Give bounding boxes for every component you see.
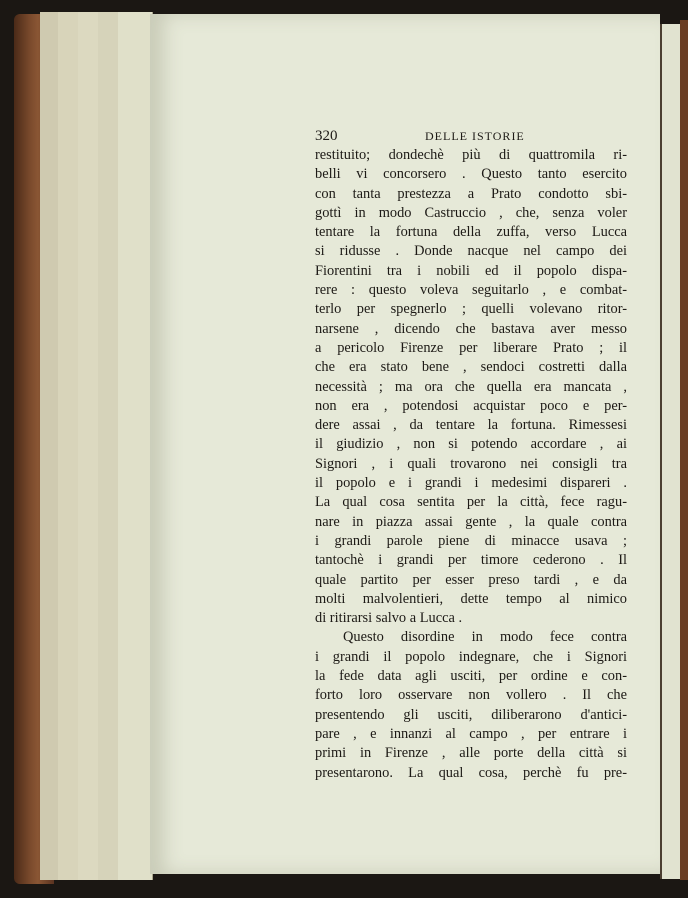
text-line: rere : questo voleva seguitarlo , e combat- bbox=[315, 282, 627, 299]
text-line: gottì in modo Castruccio , che, senza voler bbox=[315, 204, 627, 221]
back-cover-edge bbox=[680, 20, 688, 880]
text-line: di ritirarsi salvo a Lucca . bbox=[315, 610, 463, 627]
text-line: necessità ; ma ora che quella era mancata , bbox=[315, 378, 627, 395]
text-line: nare in piazza assai gente , la quale contra bbox=[315, 513, 627, 530]
text-line: narsene , dicendo che bastava aver messo bbox=[315, 320, 627, 337]
text-line: i grandi il popolo indegnare, che i Signori bbox=[315, 648, 627, 665]
text-line: restituito; dondechè più di quattromila ri- bbox=[315, 147, 627, 163]
text-line: terlo per spegnerlo ; quelli volevano ritor- bbox=[315, 301, 627, 318]
page-text bbox=[315, 126, 627, 783]
text-line: La qual cosa sentita per la città, fece ragu- bbox=[315, 494, 627, 511]
running-header bbox=[315, 126, 627, 146]
text-lines bbox=[315, 146, 627, 783]
text-line: il popolo e i grandi i medesimi dispareri . bbox=[315, 475, 627, 492]
text-line: a pericolo Firenze per liberare Prato ; il bbox=[315, 339, 627, 356]
page-edges bbox=[118, 12, 153, 880]
text-line: il giudizio , non si potendo accordare , ai bbox=[315, 436, 627, 453]
text-line: si ridusse . Donde nacque nel campo dei bbox=[315, 243, 627, 260]
text-line: tantochè i grandi per timore cederono . Il bbox=[315, 552, 627, 569]
text-line: dere assai , da tentare la fortuna. Rimessesi bbox=[315, 417, 627, 434]
text-line: con tanta prestezza a Prato condotto sbi- bbox=[315, 185, 627, 202]
text-line: molti malvolentieri, dette tempo al nimico bbox=[315, 590, 627, 607]
text-line: pare , e innanzi al campo , per entrare i bbox=[315, 725, 627, 742]
text-line: i grandi parole piene di minacce usava ; bbox=[315, 532, 627, 549]
text-line: Signori , i quali trovarono nei consigli tra bbox=[315, 455, 627, 472]
text-line: primi in Firenze , alle porte della città si bbox=[315, 745, 627, 762]
text-line: quale partito per esser preso tardi , e da bbox=[315, 571, 627, 588]
text-line: non era , potendosi acquistar poco e per- bbox=[315, 397, 627, 414]
text-line: che era stato bene , sendoci costretti dalla bbox=[315, 359, 627, 376]
text-line: belli vi concorsero . Questo tanto esercito bbox=[315, 166, 627, 183]
text-line: Questo disordine in modo fece contra bbox=[343, 629, 627, 646]
text-line: la fede data agli usciti, per ordine e con- bbox=[315, 668, 627, 685]
page-number: 320 bbox=[315, 128, 338, 144]
text-line: forto loro osservare non vollero . Il che bbox=[315, 687, 627, 704]
running-head-title: DELLE ISTORIE bbox=[425, 129, 525, 143]
text-line: presentendo gli usciti, diliberarono d'antici- bbox=[315, 706, 627, 723]
text-line: tentare la fortuna della zuffa, verso Lucca bbox=[315, 224, 627, 241]
text-line: Fiorentini tra i nobili ed il popolo dispa- bbox=[315, 262, 627, 279]
text-line: presentarono. La qual cosa, perchè fu pre- bbox=[315, 764, 627, 781]
